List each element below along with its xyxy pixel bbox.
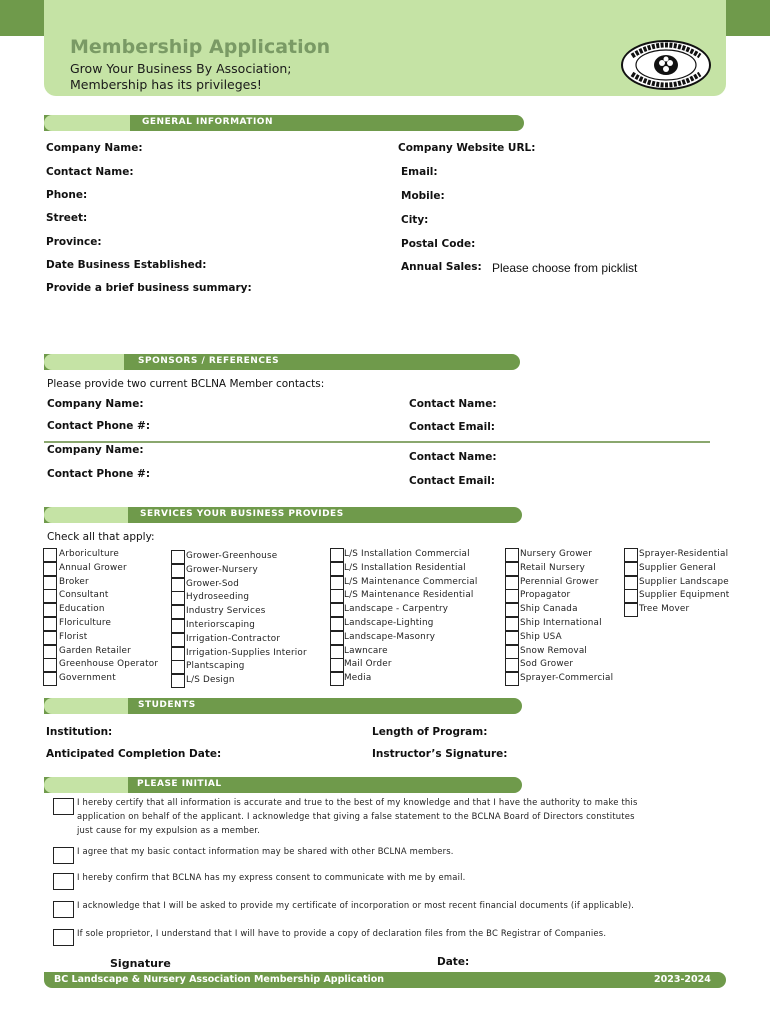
service-checkbox[interactable] [505,562,519,576]
service-checkbox[interactable] [330,603,344,617]
service-checkbox[interactable] [330,617,344,631]
service-checkbox[interactable] [43,672,57,686]
header-band-right [726,0,770,36]
page-subtitle [70,61,390,93]
sponsor2-email-label: Contact Email: [409,475,495,487]
service-checkbox[interactable] [330,631,344,645]
phone-label: Phone: [46,189,88,201]
section-general-title: GENERAL INFORMATION [142,117,273,127]
service-label: Industry Services [186,606,266,617]
service-label: Education [59,604,105,615]
instructor-signature-label: Instructor’s Signature: [372,748,508,760]
initial-statement-line: application on behalf of the applicant. I acknowledge that giving a false statement to the BCLNA Board of Directors constitutes [77,810,635,821]
service-checkbox[interactable] [43,589,57,603]
contact-name-label: Contact Name: [46,166,134,178]
service-checkbox[interactable] [43,548,57,562]
service-checkbox[interactable] [43,658,57,672]
street-label: Street: [46,212,88,224]
service-label: Arboriculture [59,549,119,559]
section-services [44,507,522,523]
service-label: Retail Nursery [520,562,586,573]
annual-sales-label: Annual Sales: [401,261,482,273]
service-checkbox[interactable] [171,619,185,633]
service-checkbox[interactable] [43,645,57,659]
service-checkbox[interactable] [505,631,519,645]
footer-year: 2023-2024 [654,974,711,985]
annual-sales-picklist[interactable]: Please choose from picklist [492,261,638,275]
section-sponsors [44,354,520,370]
service-checkbox[interactable] [330,548,344,562]
service-checkbox[interactable] [43,631,57,645]
service-label: Nursery Grower [520,549,593,559]
service-checkbox[interactable] [505,672,519,686]
service-checkbox[interactable] [624,576,638,590]
section-services-title: SERVICES YOUR BUSINESS PROVIDES [140,509,344,519]
service-checkbox[interactable] [624,589,638,603]
page-title: Membership Application [70,36,331,58]
service-label: Ship USA [520,631,562,642]
service-label: Tree Mover [639,604,690,615]
business-summary-label: Provide a brief business summary: [46,282,252,294]
service-label: Supplier Landscape [639,576,729,587]
service-label: Broker [59,576,89,587]
service-checkbox[interactable] [43,562,57,576]
service-label: Florist [59,631,88,642]
service-checkbox[interactable] [171,578,185,592]
service-checkbox[interactable] [330,672,344,686]
service-checkbox[interactable] [171,647,185,661]
service-checkbox[interactable] [505,603,519,617]
sponsor2-contact-name-label: Contact Name: [409,451,497,463]
sponsor1-phone-label: Contact Phone #: [47,420,151,432]
service-checkbox[interactable] [171,591,185,605]
service-checkbox[interactable] [624,548,638,562]
service-label: Ship International [520,618,602,628]
service-label: Grower-Greenhouse [186,551,278,561]
service-label: L/S Design [186,675,235,686]
initial-box[interactable] [53,847,74,864]
program-length-label: Length of Program: [372,726,488,738]
service-label: L/S Installation Residential [344,562,466,573]
bclna-logo [618,38,714,90]
service-checkbox[interactable] [505,645,519,659]
service-label: Media [344,673,372,684]
institution-label: Institution: [46,726,113,738]
service-checkbox[interactable] [171,550,185,564]
service-checkbox[interactable] [505,548,519,562]
service-label: Propagator [520,590,571,601]
service-checkbox[interactable] [43,603,57,617]
service-checkbox[interactable] [505,589,519,603]
completion-date-label: Anticipated Completion Date: [46,748,222,760]
service-label: Government [59,673,116,684]
initial-statement-line: If sole proprietor, I understand that I will have to provide a copy of declaration files from the BC Registrar of Companies. [77,928,607,938]
service-checkbox[interactable] [171,564,185,578]
service-label: Landscape-Masonry [344,631,436,642]
header-band-left [0,0,44,36]
service-checkbox[interactable] [330,562,344,576]
service-label: Perennial Grower [520,576,599,587]
subtitle-line-1: Grow Your Business By Association; [70,61,292,76]
service-label: Grower-Nursery [186,564,258,575]
service-checkbox[interactable] [171,674,185,688]
service-label: Landscape - Carpentry [344,604,449,615]
service-checkbox[interactable] [505,576,519,590]
initial-box[interactable] [53,798,74,815]
footer-title: BC Landscape & Nursery Association Membership Application [54,974,385,985]
mobile-label: Mobile: [401,190,445,202]
service-label: L/S Maintenance Residential [344,590,474,601]
footer-bar [44,972,726,988]
sponsor2-company-label: Company Name: [47,444,144,456]
service-checkbox[interactable] [171,605,185,619]
province-label: Province: [46,236,102,248]
postal-code-label: Postal Code: [401,238,476,250]
initial-statement-line: I hereby certify that all information is accurate and true to the best of my knowledge and that I have the authority to make this [77,797,638,807]
service-label: Consultant [59,590,109,601]
service-checkbox[interactable] [330,658,344,672]
service-checkbox[interactable] [43,617,57,631]
service-label: Hydroseeding [186,592,250,603]
section-general [44,115,524,131]
sponsors-intro: Please provide two current BCLNA Member contacts: [47,378,325,390]
section-students [44,698,522,714]
service-label: Sod Grower [520,659,574,670]
city-label: City: [401,214,429,226]
initial-box[interactable] [53,901,74,918]
initial-statement-line: I agree that my basic contact information may be shared with other BCLNA members. [77,846,454,856]
service-label: Garden Retailer [59,645,131,656]
service-label: Sprayer-Residential [639,549,729,559]
service-label: Supplier General [639,562,716,573]
initial-statement-line: I acknowledge that I will be asked to provide my certificate of incorporation or most recent financial documents (if applicable). [77,900,635,910]
service-label: L/S Maintenance Commercial [344,576,478,587]
sponsor1-contact-name-label: Contact Name: [409,398,497,410]
service-label: Interiorscaping [186,620,256,630]
sponsor1-company-label: Company Name: [47,398,144,410]
services-intro: Check all that apply: [47,531,155,543]
service-checkbox[interactable] [330,589,344,603]
service-label: Greenhouse Operator [59,659,159,670]
service-checkbox[interactable] [43,576,57,590]
section-initial-title: PLEASE INITIAL [137,779,222,789]
initial-box[interactable] [53,929,74,946]
sponsor-divider [44,441,710,443]
service-label: Supplier Equipment [639,590,730,601]
company-website-label: Company Website URL: [398,142,536,154]
initial-statement-line: just cause for my expulsion as a member. [77,824,261,835]
service-label: L/S Installation Commercial [344,549,470,559]
section-sponsors-title: SPONSORS / REFERENCES [138,356,280,366]
service-checkbox[interactable] [330,645,344,659]
service-checkbox[interactable] [505,617,519,631]
service-label: Irrigation-Contractor [186,633,281,644]
service-label: Mail Order [344,659,392,670]
service-checkbox[interactable] [624,562,638,576]
company-name-label: Company Name: [46,142,143,154]
service-checkbox[interactable] [505,658,519,672]
service-label: Irrigation-Supplies Interior [186,647,307,658]
service-label: Floriculture [59,618,112,628]
sponsor2-phone-label: Contact Phone #: [47,468,151,480]
service-label: Grower-Sod [186,578,240,589]
service-label: Landscape-Lighting [344,618,434,628]
sponsor1-email-label: Contact Email: [409,421,495,433]
section-students-title: STUDENTS [138,700,196,710]
service-checkbox[interactable] [330,576,344,590]
service-label: Lawncare [344,645,388,656]
signature-label: Signature [110,957,171,970]
service-label: Sprayer-Commercial [520,673,614,684]
email-label: Email: [401,166,438,178]
subtitle-line-2: Membership has its privileges! [70,77,262,92]
service-checkbox[interactable] [624,603,638,617]
initial-statement-line: I hereby confirm that BCLNA has my express consent to communicate with me by email. [77,872,466,882]
section-initial [44,777,522,793]
service-checkbox[interactable] [171,633,185,647]
service-label: Ship Canada [520,604,578,615]
service-label: Plantscaping [186,661,245,672]
service-label: Snow Removal [520,645,588,656]
service-checkbox[interactable] [171,660,185,674]
initial-box[interactable] [53,873,74,890]
service-label: Annual Grower [59,562,127,573]
date-label: Date: [437,956,470,968]
date-established-label: Date Business Established: [46,259,207,271]
